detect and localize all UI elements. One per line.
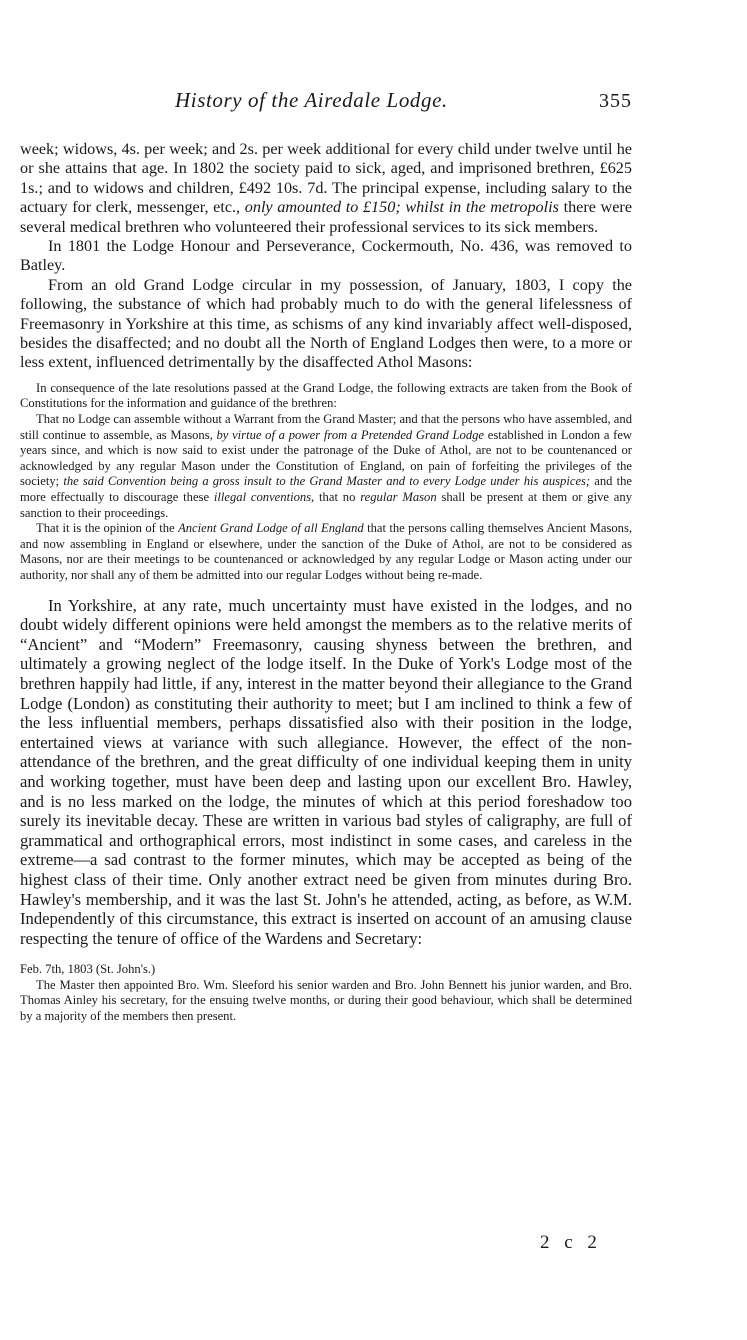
minute-text: The Master then appointed Bro. Wm. Sleeford his senior warden and Bro. John Bennett his junior warden, and Bro. Thomas Ainley his secretary, for the ensuing twelve months, or during their good behaviour, which shall be determined by a majority of the members then present. xyxy=(20,977,632,1024)
running-head xyxy=(20,88,632,118)
minute-date: Feb. 7th, 1803 (St. John's.) xyxy=(20,962,156,977)
extract-paragraph-3: That it is the opinion of the Ancient Grand Lodge of all England that the persons calling themselves Ancient Masons, and now assembling in England or elsewhere, under the sanction of the Duke of Athol, are not to be considered as Masons, nor are their meetings to be countenanced or acknowledged by any regular Lodge or Mason acting under our authority, nor shall any of them be admitted into our regular Lodges without being re-made. xyxy=(20,521,632,582)
signature-mark: 2 c 2 xyxy=(540,1232,602,1253)
body-text xyxy=(20,140,632,1025)
circular-extract xyxy=(20,381,632,584)
paragraph-3: From an old Grand Lodge circular in my possession, of January, 1803, I copy the following, the substance of which had probably much to do with the general lifelessness of Freemasonry in Yorkshire at this time, as schisms of any kind invariably affect well-disposed, besides the disaffected; and no doubt all the North of England Lodges then were, to a more or less extent, influenced detrimentally by the disaffected Athol Masons: xyxy=(20,275,632,372)
main-paragraph-block xyxy=(20,596,632,949)
page-number: 355 xyxy=(599,90,632,112)
extract-paragraph-1: In consequence of the late resolutions passed at the Grand Lodge, the following extracts are taken from the Book of Constitutions for the information and guidance of the brethren: xyxy=(20,380,632,411)
extract-paragraph-2: That no Lodge can assemble without a Warrant from the Grand Master; and that the persons who have assembled, and still continue to assemble, as Masons, by virtue of a power from a Pretended Grand Lodge established in London a few years since, and which is now said to exist under the patronage of the Duke of Athol, are not to be countenanced or acknowledged by any regular Mason under the Constitution of England, on pain of forfeiting the privileges of the society; the said Convention being a gross insult to the Grand Master and to every Lodge under his auspices; and the more effectually to discourage these illegal conventions, that no regular Mason shall be present at them or give any sanction to their proceedings. xyxy=(20,412,632,520)
minute-extract xyxy=(20,962,632,1024)
paragraph-4: In Yorkshire, at any rate, much uncertainty must have existed in the lodges, and no doubt widely different opinions were held amongst the members as to the relative merits of “Ancient” and “Modern” Freemasonry, causing shyness between the brethren, and ultimately a growing neglect of the lodge itself. In the Duke of York's Lodge most of the brethren happily had little, if any, interest in the matter beyond their allegiance to the Grand Lodge (London) as constituting their authority to meet; but I am inclined to think a few of the less influential members, perhaps dissatisfied also with their position in the lodge, entertained views at variance with such allegiance. However, the effect of the non-attendance of the brethren, and the great difficulty of one individual keeping them in unity and working together, must have been deep and lasting upon our excellent Bro. Hawley, and is no less marked on the lodge, the minutes of which at this period foreshadow too surely its inevitable decay. These are written in various bad styles of caligraphy, are full of grammatical and orthographical errors, most indistinct in some cases, and careless in the extreme—a sad contrast to the former minutes, which may be accepted as being of the highest class of their time. Only another extract need be given from minutes during Bro. Hawley's membership, and it was the last St. John's he attended, acting, as before, as W.M. Independently of this circumstance, this extract is inserted on account of an amusing clause respecting the tenure of office of the Wardens and Secretary: xyxy=(20,595,632,948)
paragraph-1: week; widows, 4s. per week; and 2s. per week additional for every child under twelve until he or she attains that age. In 1802 the society paid to sick, aged, and imprisoned brethren, £625 1s.; and to widows and children, £492 10s. 7d. The principal expense, including salary to the actuary for clerk, messenger, etc., only amounted to £150; whilst in the metropolis there were several medical brethren who volunteered their professional services to its sick members. xyxy=(20,140,633,236)
paragraph-2: In 1801 the Lodge Honour and Perseverance, Cockermouth, No. 436, was removed to Batley. xyxy=(20,237,632,275)
running-title: History of the Airedale Lodge. xyxy=(175,88,448,112)
